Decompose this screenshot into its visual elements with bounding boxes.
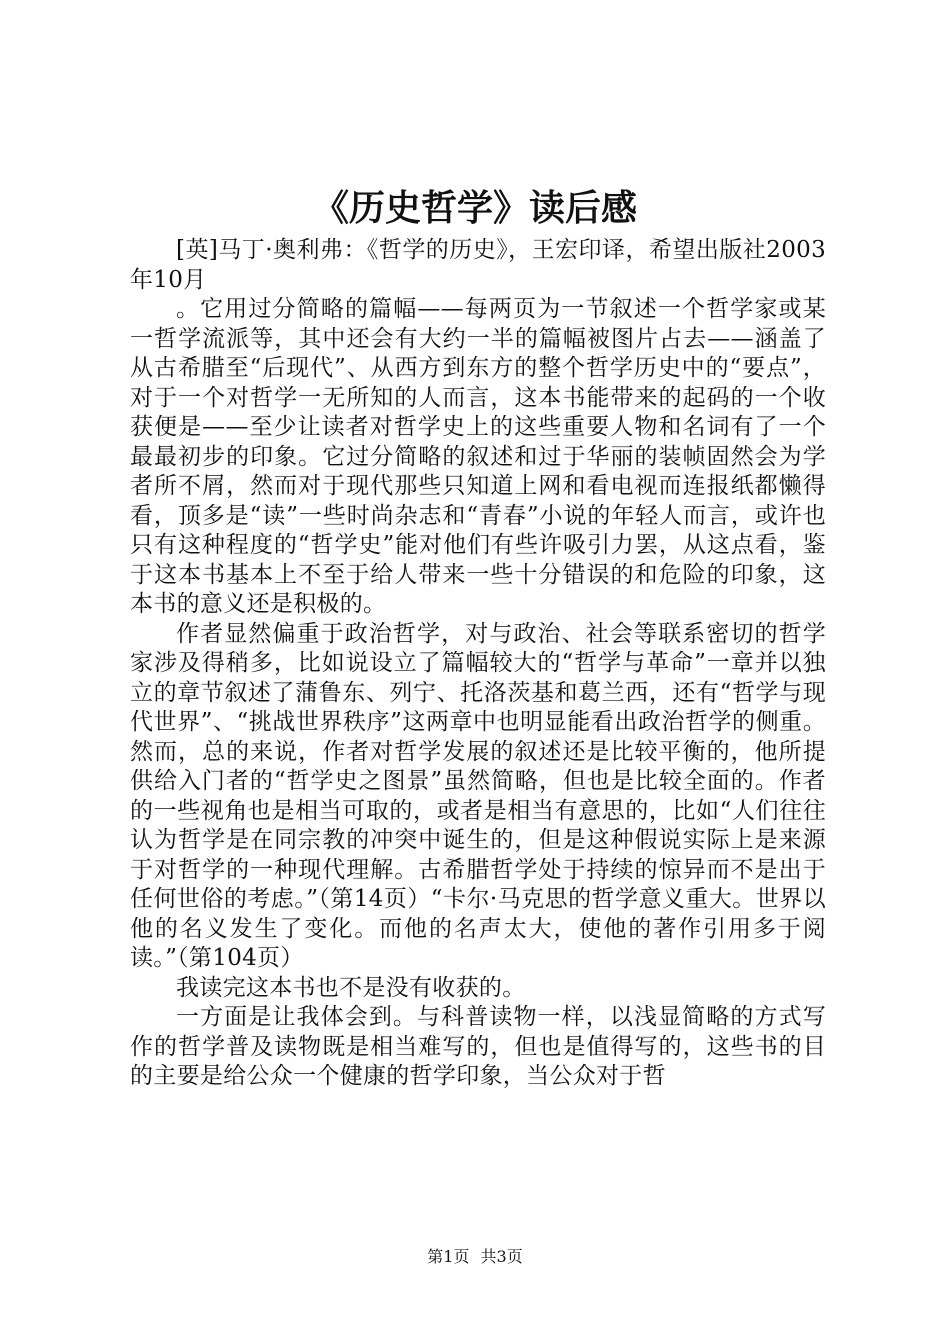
paragraph-intro: 。它用过分简略的篇幅——每两页为一节叙述一个哲学家或某一哲学流派等，其中还会有大约一半的篇幅被图片占去——涵盖了从古希腊至“后现代”、从西方到东方的整个哲学历史中的“要点”，对于一个对哲学一无所知的人而言，这本书能带来的起码的一个收获便是——至少让读者对哲学史上的这些重要人物和名词有了一个最最初步的印象。它过分简略的叙述和过于华丽的装帧固然会为学者所不屑，然而对于现代那些只知道上网和看电视而连报纸都懒得看，顶多是“读”一些时尚杂志和“青春”小说的年轻人而言，或许也只有这种程度的“哲学史”能对他们有些许吸引力罢，从这点看，鉴于这本书基本上不至于给人带来一些十分错误的和危险的印象，这本书的意义还是积极的。	[130, 296, 826, 617]
paragraph-gains: 我读完这本书也不是没有收获的。	[176, 974, 526, 1001]
page-number: 第1页	[427, 1247, 470, 1266]
document-body	[130, 236, 826, 1092]
page-total: 共3页	[480, 1247, 523, 1266]
paragraph-first-aspect: 一方面是让我体会到。与科普读物一样，以浅显简略的方式写作的哲学普及读物既是相当难写的，但也是值得写的，这些书的目的主要是给公众一个健康的哲学印象，当公众对于哲	[130, 1004, 826, 1089]
paragraph-citation: [英]马丁·奥利弗：《哲学的历史》，王宏印译，希望出版社2003年10月	[130, 237, 826, 293]
page-footer	[0, 1247, 950, 1267]
paragraph-political-philosophy: 作者显然偏重于政治哲学，对与政治、社会等联系密切的哲学家涉及得稍多，比如说设立了篇幅较大的“哲学与革命”一章并以独立的章节叙述了蒲鲁东、列宁、托洛茨基和葛兰西，还有“哲学与现代世界”、“挑战世界秩序”这两章中也明显能看出政治哲学的侧重。然而，总的来说，作者对哲学发展的叙述还是比较平衡的，他所提供给入门者的“哲学史之图景”虽然简略，但也是比较全面的。作者的一些视角也是相当可取的，或者是相当有意思的，比如“人们往往认为哲学是在同宗教的冲突中诞生的，但是这种假说实际上是来源于对哲学的一种现代理解。古希腊哲学处于持续的惊异而不是出于任何世俗的考虑。”（第14页）“卡尔·马克思的哲学意义重大。世界以他的名义发生了变化。而他的名声太大，使他的著作引用多于阅读。”（第104页）	[130, 620, 826, 971]
document-title: 《历史哲学》读后感	[312, 188, 637, 229]
